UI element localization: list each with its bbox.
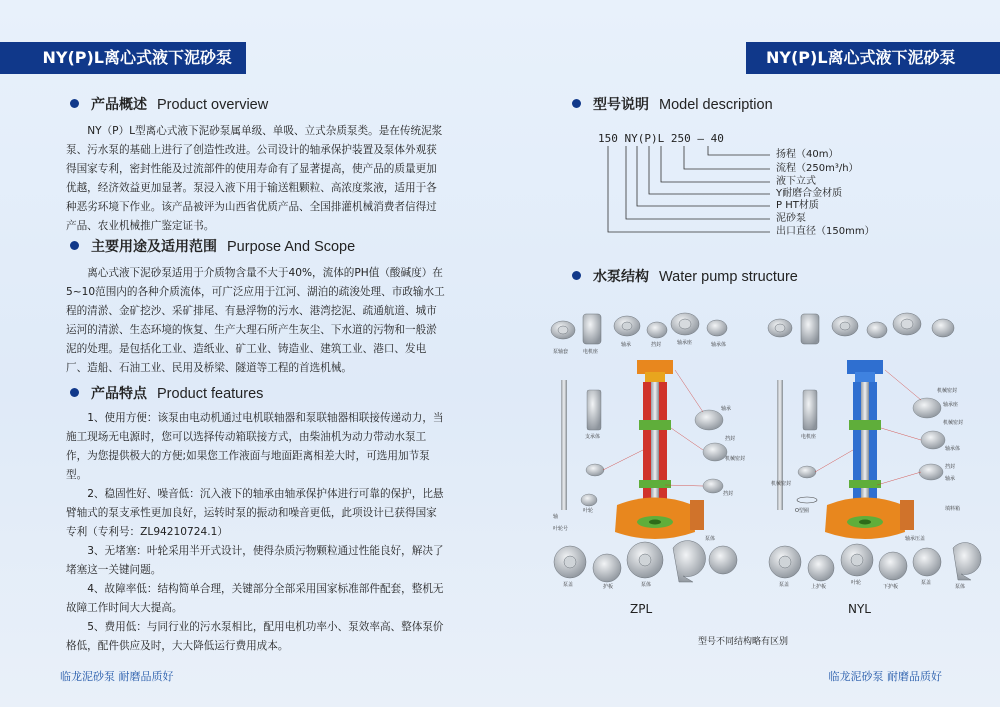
scope-text: 离心式液下泥砂泵适用于介质物含量不大于40%，流体的PH值（酸碱度）在5~10范围内的各种介质流体，可广泛应用于江河、湖泊的疏浚处理、市政输水工程的清淤、金矿挖沙、采矿排尾、有悬浮物的污水、港湾挖泥、疏通航道、城市运河的清淤、生态环境的恢复、生产大理石所产生灰尘、下水道的污物和一般淤泥的处理。是包括化工业、造纸业、矿工业、铸造业、建筑工业、港口、发电厂、造船、石油工业、民用及桥梁、隧道等工程的首选机械。 <box>66 267 445 374</box>
feature-item: 2、稳固性好、噪音低：沉入液下的轴承由轴承保护体进行可靠的保护，比悬臂轴式的泵支承性更加良好，运转时泵的振动和噪音更低，此项设计已获得国家专利（专利号：ZL94210724.1） <box>66 488 444 538</box>
left-banner: NY(P)L离心式液下泥砂泵 <box>0 42 246 74</box>
feature-item: 3、无堵塞：叶轮采用半开式设计，使得杂质污物颗粒通过性能良好，解决了堵塞这一关键问题。 <box>66 545 444 576</box>
bullet-icon <box>70 241 79 250</box>
left-footer: 临龙泥砂泵 耐磨品质好 <box>60 670 174 683</box>
part-label: 护板 <box>603 584 614 590</box>
overview-heading: 产品概述 Product overview <box>70 96 268 114</box>
part-label: 电机座 <box>801 434 817 440</box>
part-label: 泵盖 <box>779 582 790 588</box>
part-label: 轴承 <box>621 342 632 348</box>
model-label-slurry: 泥砂泵 <box>776 213 806 224</box>
caption-nyl: NYL <box>848 602 871 616</box>
part-label: 支承体 <box>585 434 601 440</box>
scope-heading: 主要用途及适用范围 Purpose And Scope <box>70 238 355 256</box>
part-label: 填料箱 <box>945 506 961 512</box>
right-page <box>500 0 1000 707</box>
part-label: 叶轮号 <box>553 526 569 532</box>
feature-item: 4、故障率低：结构简单合理，关键部分全部采用国家标准部件配套，整机无故障工作时间大大提高。 <box>66 583 444 614</box>
part-label: 叶轮 <box>583 508 594 514</box>
part-label: 轴承体 <box>711 342 727 348</box>
bullet-icon <box>70 99 79 108</box>
right-banner: NY(P)L离心式液下泥砂泵 <box>746 42 1000 74</box>
part-label: O型圈 <box>795 508 809 514</box>
model-label-vertical: 液下立式 <box>776 176 816 187</box>
model-label-alloy: Y耐磨合金材质 <box>776 188 843 199</box>
pump-structure-diagram <box>545 300 995 625</box>
part-label: 挡封 <box>723 491 734 497</box>
part-label: 下护板 <box>883 584 899 590</box>
overview-text: NY（P）L型离心式液下泥砂泵属单级、单吸、立式杂质泵类。是在传统泥浆泵、污水泵的基础上进行了创造性改进。公司设计的轴承保护装置及泵体外观获得国家专利，密封性能及过流部件的使用寿命有了显著提高，使产品的质量更加优越，经济效益更加显著。泵浸入液下用于输送粗颗粒、高浓度浆液，适用于各种恶劣环境下作业。该产品被评为山西省优质产品、全国排灌机械消费者信得过产品、农业机械推广鉴定证书。 <box>66 125 443 232</box>
part-label: 轴承 <box>945 476 956 482</box>
model-label-ht: P HT材质 <box>776 200 819 211</box>
part-label: 机械密封 <box>937 388 958 394</box>
bullet-icon <box>572 271 581 280</box>
part-label: 泵盖 <box>563 582 574 588</box>
part-label: 叶轮 <box>851 580 862 586</box>
feature-item: 1、使用方便：该泵由电动机通过电机联轴器和泵联轴器相联接传递动力，当施工现场无电源时，您可以选择传动箱联接方式，由柴油机为动力带动水泵工作，为您提供极大的方便;如果您工作液面与地面距离相差大时，可选用加节泵型。 <box>66 412 444 481</box>
part-label: 上护板 <box>811 584 827 590</box>
part-label: 轴承压盖 <box>905 536 926 542</box>
nyl-bottom-parts <box>769 543 981 581</box>
structure-heading: 水泵结构 Water pump structure <box>572 268 798 286</box>
features-list <box>66 409 446 656</box>
structure-note: 型号不同结构略有区别 <box>698 637 789 647</box>
part-label: 泵体 <box>705 536 716 542</box>
part-label: 挡封 <box>945 464 956 470</box>
part-label: 轴承 <box>721 406 732 412</box>
part-label: 泵体 <box>641 582 652 588</box>
zpl-top-parts <box>551 313 727 344</box>
part-label: 机械密封 <box>771 481 792 487</box>
model-code: 150 NY(P)L 250 – 40 <box>598 132 724 145</box>
zpl-bottom-parts <box>554 541 737 582</box>
part-label: 机械密封 <box>943 420 964 426</box>
part-label: 轴承座 <box>677 340 693 346</box>
model-label-flow: 流程（250m³/h） <box>776 163 859 174</box>
part-label: 轴 <box>553 514 559 520</box>
model-heading: 型号说明 Model description <box>572 96 773 114</box>
part-label: 电机座 <box>583 349 599 355</box>
part-label: 轴承座 <box>943 402 959 408</box>
model-label-head: 扬程（40m） <box>776 149 839 160</box>
part-label: 泵轴套 <box>553 349 569 355</box>
part-label: 机械密封 <box>725 456 746 462</box>
part-label: 泵体 <box>955 584 966 590</box>
part-label: 挡封 <box>651 342 662 348</box>
features-heading: 产品特点 Product features <box>70 385 263 403</box>
feature-item: 5、费用低：与同行业的污水泵相比，配用电机功率小、泵效率高、整体泵价格低，配件供应及时，大大降低运行费用成本。 <box>66 621 444 652</box>
part-label: 挡封 <box>725 436 736 442</box>
part-label: 轴承体 <box>945 446 961 452</box>
right-footer: 临龙泥砂泵 耐磨品质好 <box>828 670 942 683</box>
model-label-outlet: 出口直径（150mm） <box>776 226 875 237</box>
model-leader-lines <box>500 0 1000 260</box>
part-label: 泵盖 <box>921 580 932 586</box>
bullet-icon <box>70 388 79 397</box>
nyl-top-parts <box>768 313 954 344</box>
caption-zpl: ZPL <box>630 602 653 616</box>
